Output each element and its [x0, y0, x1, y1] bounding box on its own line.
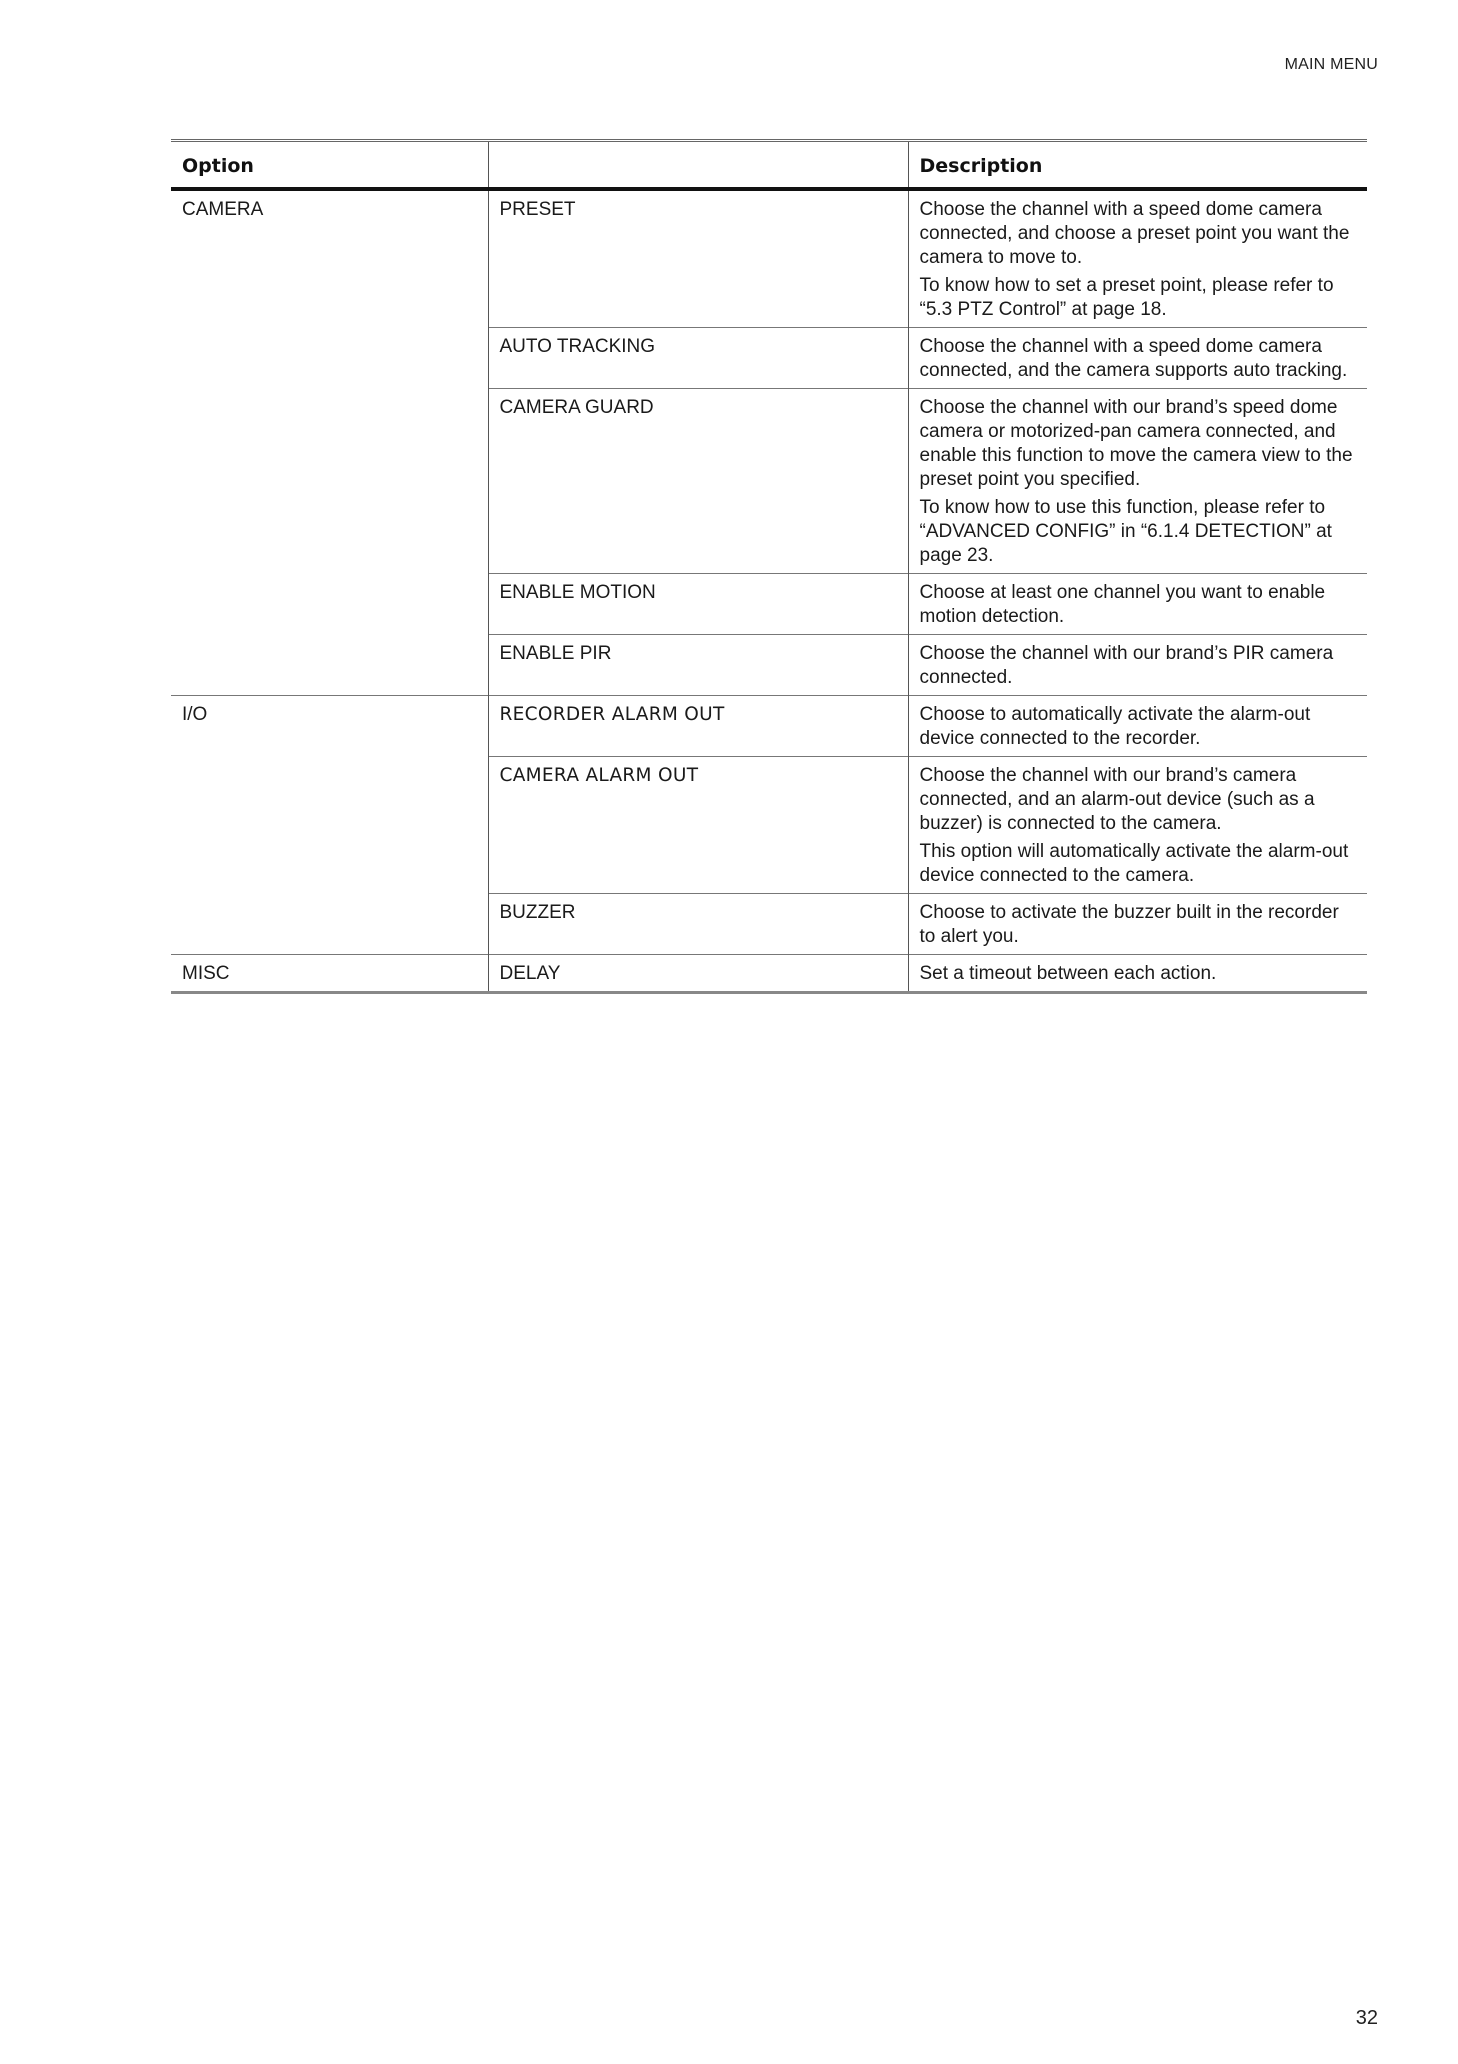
description-cell [908, 955, 1367, 993]
table-row [171, 328, 1367, 389]
suboption-cell: PRESET [488, 189, 908, 328]
description-paragraph: Choose the channel with a speed dome camera connected, and the camera supports auto tracking. [919, 336, 1348, 381]
option-cell [171, 328, 488, 389]
table-row [171, 189, 1367, 328]
description-cell [908, 757, 1367, 894]
suboption-cell: CAMERA GUARD [488, 389, 908, 574]
table-row [171, 955, 1367, 993]
suboption-cell: RECORDER ALARM OUT [488, 696, 908, 757]
option-cell: I/O [171, 696, 488, 757]
column-header-option: Option [171, 141, 488, 190]
suboption-cell: CAMERA ALARM OUT [488, 757, 908, 894]
suboption-cell: BUZZER [488, 894, 908, 955]
description-paragraph: Choose the channel with our brand’s speed dome camera or motorized-pan camera connected, and enable this function to move the camera view to the preset point you specified. [919, 397, 1353, 490]
suboption-cell: AUTO TRACKING [488, 328, 908, 389]
description-paragraph: Choose the channel with a speed dome camera connected, and choose a preset point you want the camera to move to. [919, 199, 1350, 268]
description-paragraph: Choose at least one channel you want to enable motion detection. [919, 582, 1326, 627]
description-paragraph: Choose to automatically activate the alarm-out device connected to the recorder. [919, 704, 1311, 749]
description-paragraph: To know how to use this function, please refer to “ADVANCED CONFIG” in “6.1.4 DETECTION” at page 23. [919, 497, 1332, 566]
options-table [171, 139, 1367, 994]
table-row [171, 696, 1367, 757]
option-cell [171, 757, 488, 894]
suboption-cell: ENABLE PIR [488, 635, 908, 696]
option-cell [171, 894, 488, 955]
table-row [171, 635, 1367, 696]
option-cell: CAMERA [182, 199, 264, 220]
table-header-row [171, 141, 1367, 190]
description-cell [908, 894, 1367, 955]
options-table-container [171, 139, 1367, 994]
description-paragraph: Set a timeout between each action. [919, 963, 1217, 984]
page-number: 32 [1355, 2007, 1378, 2029]
column-header-description: Description [908, 141, 1367, 190]
description-paragraph: This option will automatically activate the alarm-out device connected to the camera. [919, 841, 1349, 886]
description-paragraph: To know how to set a preset point, please refer to “5.3 PTZ Control” at page 18. [919, 275, 1334, 320]
running-header: MAIN MENU [1284, 56, 1378, 73]
suboption-cell: ENABLE MOTION [488, 574, 908, 635]
description-cell [908, 696, 1367, 757]
option-cell [171, 389, 488, 574]
option-cell [171, 574, 488, 635]
description-cell [908, 635, 1367, 696]
column-header-suboption [488, 141, 908, 190]
option-cell: MISC [171, 955, 488, 993]
table-row [171, 574, 1367, 635]
table-row [171, 757, 1367, 894]
description-paragraph: Choose the channel with our brand’s camera connected, and an alarm-out device (such as a buzzer) is connected to the camera. [919, 765, 1315, 834]
option-cell [171, 635, 488, 696]
description-cell [908, 389, 1367, 574]
table-row [171, 389, 1367, 574]
description-paragraph: Choose to activate the buzzer built in the recorder to alert you. [919, 902, 1339, 947]
description-cell [908, 328, 1367, 389]
suboption-cell: DELAY [488, 955, 908, 993]
description-cell [908, 574, 1367, 635]
table-row [171, 894, 1367, 955]
description-cell [908, 189, 1367, 328]
description-paragraph: Choose the channel with our brand’s PIR camera connected. [919, 643, 1334, 688]
